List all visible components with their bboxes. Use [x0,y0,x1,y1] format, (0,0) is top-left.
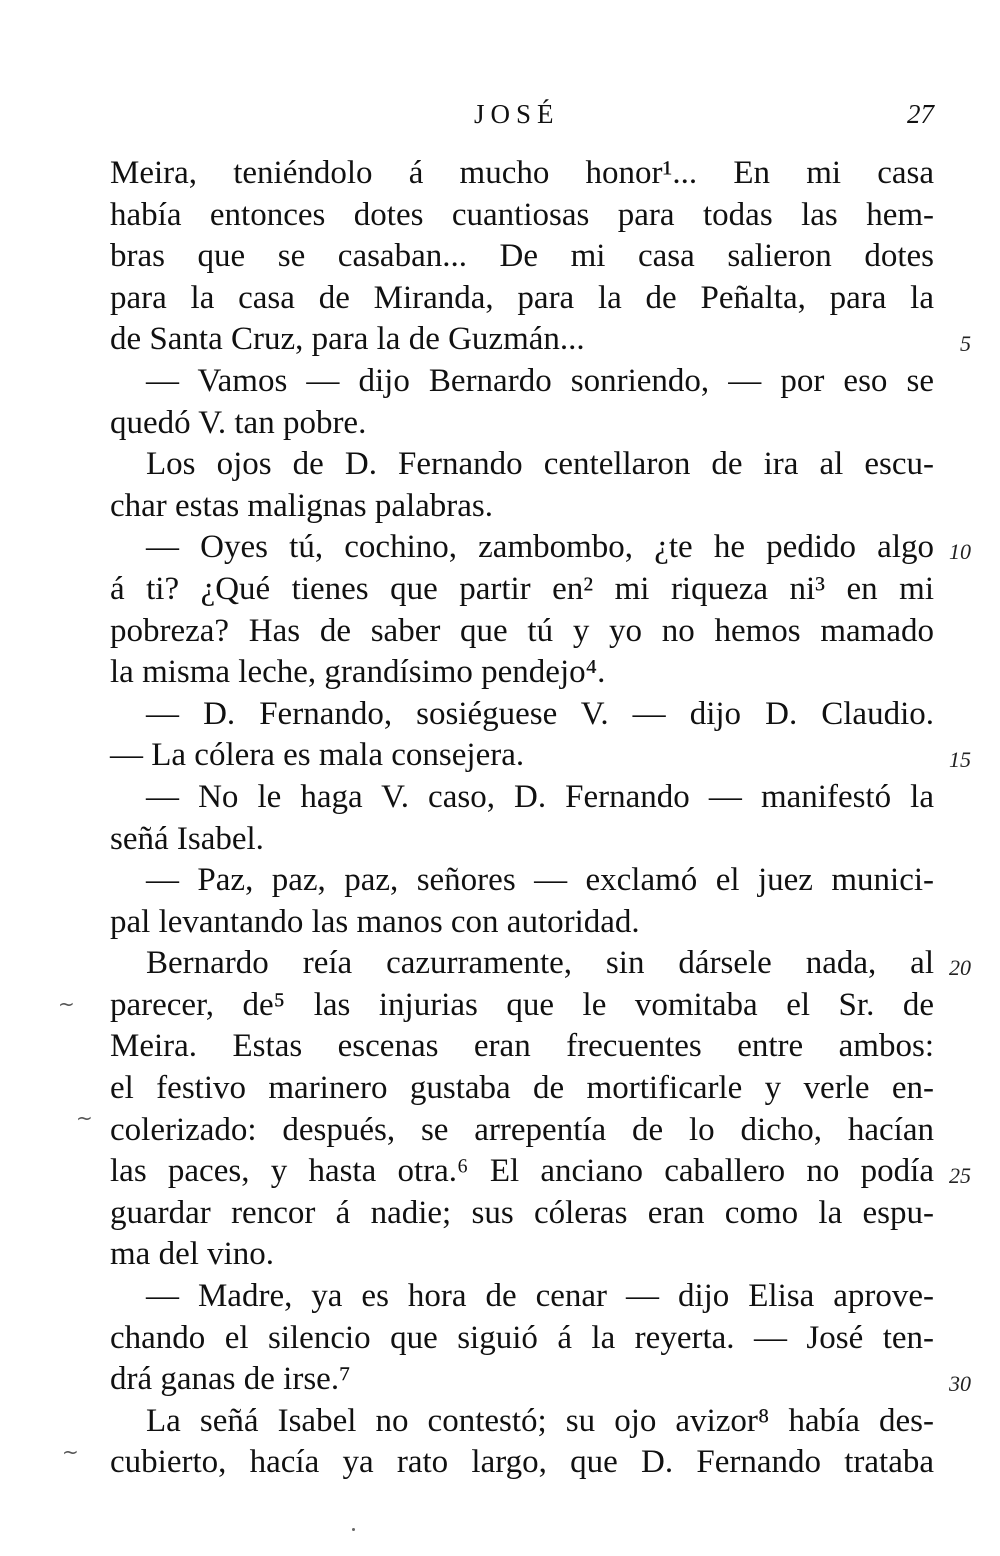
page-number: 27 [907,99,934,129]
text-line: — D. Fernando, sosiéguese V. — dijo D. Claudio. [146,695,934,732]
text-line: las paces, y hasta otra.⁶ El anciano caballero no podía [110,1153,934,1190]
text-line: quedó V. tan pobre. [110,404,367,441]
text-line: ma del vino. [110,1236,275,1273]
text-line: parecer, de⁵ las injurias que le vomitaba el Sr. de [110,986,934,1023]
text-line: — No le haga V. caso, D. Fernando — manifestó la [146,778,934,815]
text-line: Los ojos de D. Fernando centellaron de ira al escu- [146,446,934,483]
text-line: á ti? ¿Qué tienes que partir en² mi riqueza ni³ en mi [110,570,934,607]
text-line: para la casa de Miranda, para la de Peñalta, para la [110,279,934,316]
running-title: JOSÉ [474,99,560,129]
text-line: Bernardo reía cazurramente, sin dársele nada, al [146,945,934,982]
line-number: 5 [960,331,971,357]
text-line: cubierto, hacía ya rato largo, que D. Fernando trataba [110,1444,934,1481]
text-line: bras que se casaban... De mi casa salieron dotes [110,238,934,275]
line-number: 10 [949,539,971,565]
text-line: — Vamos — dijo Bernardo sonriendo, — por eso se [146,362,934,399]
text-line: La señá Isabel no contestó; su ojo avizor⁸ había des- [146,1402,934,1439]
text-line: pal levantando las manos con autoridad. [110,903,640,940]
text-line: había entonces dotes cuantiosas para todas las hem- [110,196,934,233]
running-head [0,96,1000,132]
line-number: 20 [949,955,971,981]
body-text [110,153,934,1484]
text-line: el festivo marinero gustaba de mortificarle y verle en- [110,1070,934,1107]
pencil-mark: ~ [62,1440,79,1464]
line-number: 25 [949,1163,971,1189]
pencil-mark: ~ [76,1106,93,1130]
text-line: colerizado: después, se arrepentía de lo dicho, hacían [110,1111,934,1148]
text-line: — La cólera es mala consejera. [110,737,525,774]
text-line: Meira. Estas escenas eran frecuentes entre ambos: [110,1028,934,1065]
text-line: char estas malignas palabras. [110,487,494,524]
line-number: 30 [949,1371,971,1397]
stray-dot [352,1528,355,1531]
text-line: chando el silencio que siguió á la reyerta. — José ten- [110,1319,934,1356]
text-line: señá Isabel. [110,820,264,857]
text-line: guardar rencor á nadie; sus cóleras eran como la espu- [110,1194,934,1231]
text-line: pobreza? Has de saber que tú y yo no hemos mamado [110,612,934,649]
pencil-mark: ~ [58,992,75,1016]
line-number: 15 [949,747,971,773]
text-line: — Oyes tú, cochino, zambombo, ¿te he pedido algo [146,529,934,566]
text-line: — Madre, ya es hora de cenar — dijo Elisa aprove- [146,1278,934,1315]
text-line: de Santa Cruz, para la de Guzmán... [110,321,585,358]
text-line: — Paz, paz, paz, señores — exclamó el juez munici- [146,862,934,899]
text-line: drá ganas de irse.⁷ [110,1361,351,1398]
text-line: la misma leche, grandísimo pendejo⁴. [110,654,606,691]
text-line: Meira, teniéndolo á mucho honor¹... En mi casa [110,155,934,191]
